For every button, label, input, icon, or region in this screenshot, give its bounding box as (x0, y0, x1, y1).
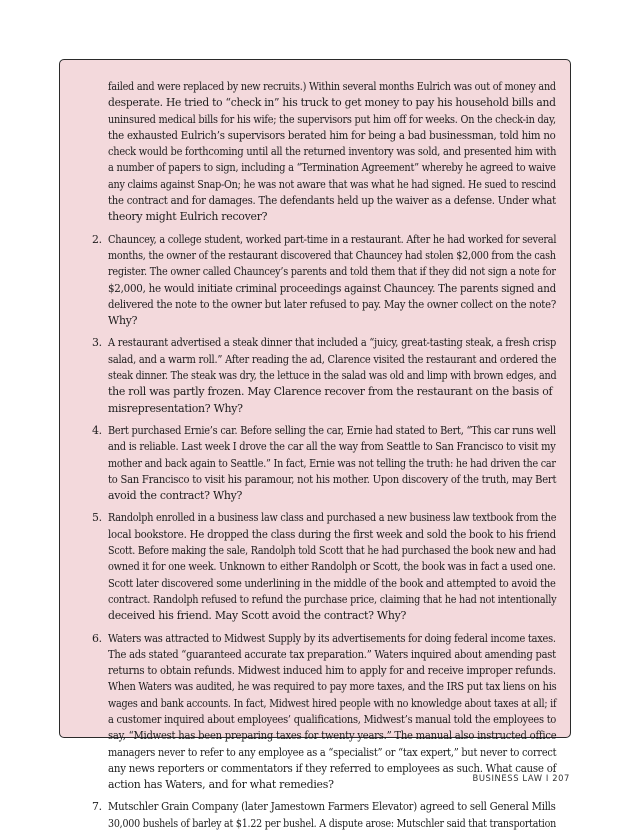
text-line: theory might Eulrich recover? (108, 210, 268, 224)
question-list (92, 232, 557, 832)
text-line: Chauncey, a college student, worked part-time in a restaurant. After he had worked for several (108, 232, 557, 246)
text-line: deceived his friend. May Scott avoid the contract? Why? (108, 609, 407, 623)
text-line: 30,000 bushels of barley at $1.22 per bushel. A dispute arose: Mutschler said that transportation (108, 816, 556, 830)
exercise-content (92, 79, 557, 838)
text-line: to San Francisco to visit his paramour, not his mother. Upon discovery of the truth, may Bert (108, 472, 557, 486)
text-line: Scott later discovered some underlining in the middle of the book and attempted to avoid the (108, 576, 556, 590)
text-line: Scott. Before making the sale, Randolph told Scott that he had purchased the book new and had (108, 544, 556, 558)
text-line: salad, and a warm roll.” After reading the ad, Clarence visited the restaurant and ordered the (108, 352, 557, 366)
text-line: failed and were replaced by new recruits.) Within several months Eulrich was out of money and (108, 80, 556, 93)
question-item (92, 423, 557, 504)
text-line: delivered the note to the owner but later refused to pay. May the owner collect on the note? (108, 297, 556, 311)
text-line: steak dinner. The steak was dry, the lettuce in the salad was old and limp with brown edges, and (108, 369, 557, 383)
text-line: the contract and for damages. The defendants held up the waiver as a defense. Under what (108, 194, 556, 208)
text-line: a number of papers to sign, including a “Termination Agreement” whereby he agreed to waive (108, 161, 556, 175)
question-number: 4. (92, 423, 102, 437)
question-item (92, 335, 557, 416)
text-line: Why? (108, 314, 138, 328)
question-number: 7. (92, 800, 102, 814)
text-line: any claims against Snap-On; he was not aware that was what he had signed. He sued to rescind (108, 177, 556, 191)
text-line: Mutschler Grain Company (later Jamestown Farmers Elevator) agreed to sell General Mills (108, 800, 556, 814)
question-item (92, 510, 557, 624)
text-line: say, “Midwest has been preparing taxes for twenty years.” The manual also instructed office (108, 729, 557, 743)
text-line: The ads stated “guaranteed accurate tax preparation.” Waters inquired about amending past (108, 647, 556, 661)
text-line: managers never to refer to any employee as a “specialist” or “tax expert,” but never to correct (108, 745, 557, 759)
text-line: any news reporters or commentators if they referred to employees as such. What cause of (108, 761, 557, 775)
question-item (92, 631, 557, 794)
text-line: owned it for one week. Unknown to either Randolph or Scott, the book was in fact a used one. (108, 560, 556, 574)
text-line: the roll was partly frozen. May Clarence recover from the restaurant on the basis of (108, 385, 553, 399)
question-number: 5. (92, 511, 102, 525)
text-line: Bert purchased Ernie’s car. Before selling the car, Ernie had stated to Bert, “This car runs well (108, 423, 556, 437)
text-line: misrepresentation? Why? (108, 401, 243, 415)
text-line: When Waters was audited, he was required to pay more taxes, and the IRS put tax liens on his (108, 680, 557, 694)
text-line: check would be forthcoming until all the returned inventory was sold, and presented him with (108, 145, 557, 159)
text-line: $2,000, he would initiate criminal proceedings against Chauncey. The parents signed and (108, 281, 556, 295)
text-line: months, the owner of the restaurant discovered that Chauncey had stolen $2,000 from the cash (108, 248, 556, 262)
text-line: Waters was attracted to Midwest Supply by its advertisements for doing federal income taxes. (108, 631, 556, 645)
text-line: the exhausted Eulrich’s supervisors berated him for being a bad businessman, told him no (108, 128, 556, 142)
text-line: contract. Randolph refused to refund the purchase price, claiming that he had not intentionally (108, 592, 557, 606)
text-line: register. The owner called Chauncey’s parents and told them that if they did not sign a note for (108, 265, 556, 279)
continued-question-1 (108, 79, 556, 226)
text-line: avoid the contract? Why? (108, 489, 243, 503)
question-number: 6. (92, 631, 102, 645)
question-number: 2. (92, 232, 102, 246)
question-item (92, 232, 557, 330)
text-line: A restaurant advertised a steak dinner that included a “juicy, great-tasting steak, a fresh crisp (108, 336, 557, 350)
text-line: local bookstore. He dropped the class during the first week and sold the book to his friend (108, 527, 556, 541)
text-line: mother and back again to Seattle.” In fact, Ernie was not telling the truth: he had driven the car (108, 456, 556, 470)
question-number: 3. (92, 336, 102, 350)
page-footer: BUSINESS LAW I 207 (472, 773, 570, 783)
text-line: and is reliable. Last week I drove the car all the way from Seattle to San Francisco to visit my (108, 440, 556, 454)
text-line: desperate. He tried to “check in” his truck to get money to pay his household bills and (108, 96, 556, 110)
text-line: action has Waters, and for what remedies? (108, 778, 334, 792)
text-line: uninsured medical bills for his wife; the supervisors put him off for weeks. On the check-in day, (108, 112, 556, 126)
text-line: Randolph enrolled in a business law class and purchased a new business law textbook from the (108, 511, 557, 525)
question-item (92, 799, 556, 832)
text-line: wages and bank accounts. In fact, Midwest hired people with no knowledge about taxes at all; if (108, 696, 557, 710)
text-line: a customer inquired about employees’ qualifications, Midwest’s manual told the employees to (108, 712, 557, 726)
text-line: returns to obtain refunds. Midwest induced him to apply for and receive improper refunds. (108, 664, 556, 678)
